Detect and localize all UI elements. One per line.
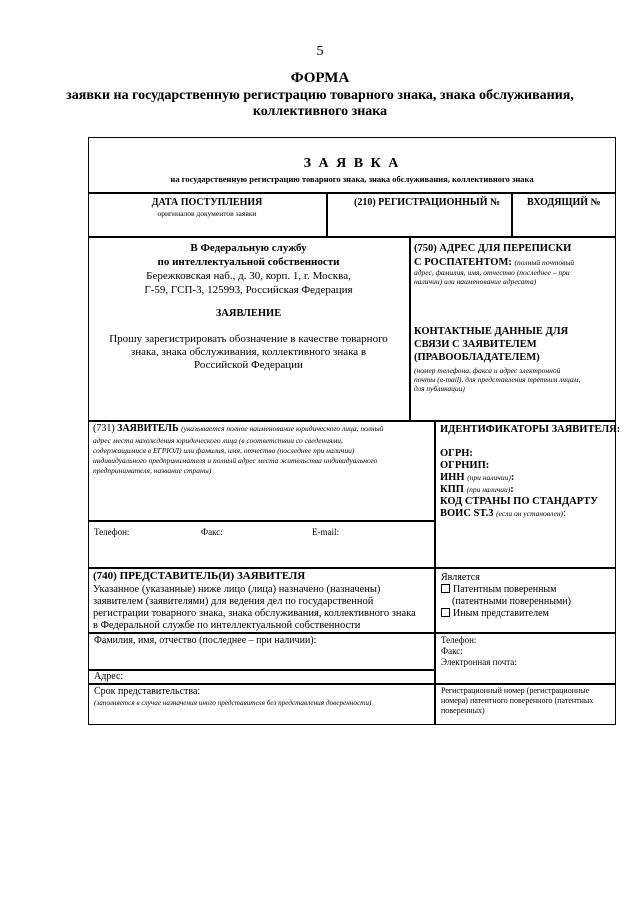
application-subtitle: на государственную регистрацию товарного знака, знака обслуживания, коллективного знака — [170, 174, 534, 184]
correspondence-title-2-text: С РОСПАТЕНТОМ: — [414, 257, 512, 268]
country-code-label-2: ВОИС ST.3 — [440, 508, 494, 519]
representative-fax-label: Факс: — [441, 646, 463, 656]
statement-line3: Российской Федерации — [194, 359, 303, 371]
inn-row: ИНН (при наличии): — [440, 472, 515, 483]
statement-line1: Прошу зарегистрировать обозначение в качестве товарного — [109, 333, 388, 345]
kpp-label: КПП — [440, 484, 464, 495]
recipient-address-1: Бережковская наб., д. 30, корп. 1, г. Москва, — [146, 270, 351, 282]
applicant-fax-label: Факс: — [201, 527, 223, 537]
correspondence-note-inline: (полный почтовый — [514, 258, 575, 267]
page-number: 5 — [316, 44, 324, 59]
representative-title: (740) ПРЕДСТАВИТЕЛЬ(И) ЗАЯВИТЕЛЯ — [93, 570, 306, 582]
contacts-note-1: (номер телефона, факса и адрес электронной — [414, 366, 561, 375]
correspondence-title-1: (750) АДРЕС ДЛЯ ПЕРЕПИСКИ — [414, 243, 572, 254]
applicant-note-5: предпринимателя, название страны) — [93, 466, 212, 475]
representative-fio-label: Фамилия, имя, отчество (последнее – при наличии): — [94, 635, 317, 646]
registration-number-note-3: поверенных) — [441, 706, 485, 715]
ogrn-label: ОГРН: — [440, 448, 473, 459]
statement-title: ЗАЯВЛЕНИЕ — [215, 308, 282, 319]
representative-address-label: Адрес: — [94, 671, 124, 682]
correspondence-note-3: наличии) или наименование адресата) — [414, 277, 537, 286]
recipient-line2: по интеллектуальной собственности — [157, 256, 340, 268]
divider — [88, 567, 616, 569]
country-code-label-1: КОД СТРАНЫ ПО СТАНДАРТУ — [440, 496, 599, 507]
divider — [88, 236, 616, 238]
registration-number-label: (210) РЕГИСТРАЦИОННЫЙ № — [354, 197, 501, 208]
applicant-email-label: E-mail: — [312, 527, 339, 537]
country-code-note: (если он установлен) — [496, 509, 564, 518]
application-title: З А Я В К А — [303, 156, 401, 171]
applicant-note-2: адрес места нахождения юридического лица (в соответствии со сведениями, — [93, 436, 343, 445]
applicant-note-1: (указывается полное наименование юридического лица, полный — [181, 424, 384, 433]
ogrnip-label: ОГРНИП: — [440, 460, 490, 471]
representative-type-label: Является — [441, 572, 480, 583]
patent-attorney-label-2: (патентными поверенными) — [452, 596, 571, 607]
patent-attorney-checkbox[interactable] — [441, 584, 450, 593]
representation-term-note: (заполняется в случае назначения иного представителя без представления доверенности) — [94, 699, 372, 707]
recipient-address-2: Г-59, ГСП-3, 125993, Российская Федерация — [144, 284, 353, 296]
correspondence-note-2: адрес, фамилия, имя, отчество (последнее – при — [414, 268, 570, 277]
applicant-phone-label: Телефон: — [94, 527, 130, 537]
date-received-note: оригиналов документов заявки — [157, 209, 257, 218]
contacts-title-2: СВЯЗИ С ЗАЯВИТЕЛЕМ — [414, 339, 537, 350]
kpp-row: КПП (при наличии): — [440, 484, 514, 495]
applicant-heading — [93, 423, 384, 434]
date-received-label: ДАТА ПОСТУПЛЕНИЯ — [151, 197, 263, 208]
other-representative-checkbox[interactable] — [441, 608, 450, 617]
representative-email-label: Электронная почта: — [441, 657, 517, 667]
applicant-note-4: индивидуального предпринимателя и полный адрес места жительства индивидуального — [93, 456, 378, 465]
inn-label: ИНН — [440, 472, 465, 483]
identifiers-title: ИДЕНТИФИКАТОРЫ ЗАЯВИТЕЛЯ: — [440, 424, 621, 435]
kpp-note: (при наличии) — [466, 485, 511, 494]
representative-text-3: регистрации товарного знака, знака обслуживания, коллективного знака — [93, 608, 416, 619]
representative-text-4: в Федеральной службе по интеллектуальной собственности — [93, 620, 361, 631]
inn-note: (при наличии) — [467, 473, 511, 482]
divider — [434, 568, 436, 725]
divider — [88, 683, 616, 685]
contacts-title-1: КОНТАКТНЫЕ ДАННЫЕ ДЛЯ — [414, 326, 569, 337]
divider — [434, 421, 436, 568]
statement-line2: знака, знака обслуживания, коллективного знака в — [130, 346, 367, 358]
representation-term-label: Срок представительства: — [94, 686, 201, 697]
divider — [88, 669, 434, 671]
divider — [88, 632, 616, 634]
contacts-note-3: для публикации) — [414, 384, 465, 393]
patent-attorney-label: Патентным поверенным — [453, 584, 557, 595]
applicant-title: ЗАЯВИТЕЛЬ — [117, 423, 179, 434]
incoming-number-label: ВХОДЯЩИЙ № — [527, 197, 601, 208]
divider — [88, 192, 616, 194]
representative-text-2: заявителем (заявителями) для ведения дел по государственной — [93, 596, 374, 607]
document-subtitle: заявки на государственную регистрацию товарного знака, знака обслуживания, коллективного знака — [66, 88, 574, 119]
divider — [511, 192, 513, 236]
contacts-title-3: (ПРАВООБЛАДАТЕЛЕМ) — [414, 352, 540, 363]
contacts-note-2: почты (e-mail), для представления третьим лицам, — [414, 375, 581, 384]
registration-number-note-2: номера) патентного поверенного (патентных — [441, 696, 594, 705]
divider — [326, 192, 328, 236]
registration-number-note-1: Регистрационный номер (регистрационные — [441, 686, 590, 695]
divider — [88, 520, 434, 522]
applicant-code: (731) — [93, 423, 115, 434]
representative-text-1: Указанное (указанные) ниже лицо (лица) назначено (назначены) — [93, 584, 381, 595]
country-code-row: ВОИС ST.3 (если он установлен): — [440, 508, 566, 519]
divider — [409, 237, 411, 420]
other-representative-label: Иным представителем — [453, 608, 549, 619]
divider — [88, 420, 616, 422]
other-representative-option[interactable] — [441, 608, 549, 619]
applicant-note-3: содержащимися в ЕГРЮЛ) или фамилия, имя, отчество (последнее при наличии) — [93, 446, 355, 455]
representative-phone-label: Телефон: — [441, 635, 477, 645]
recipient-line1: В Федеральную службу — [190, 242, 307, 254]
document-title: ФОРМА — [290, 70, 350, 86]
patent-attorney-option[interactable] — [441, 584, 556, 595]
